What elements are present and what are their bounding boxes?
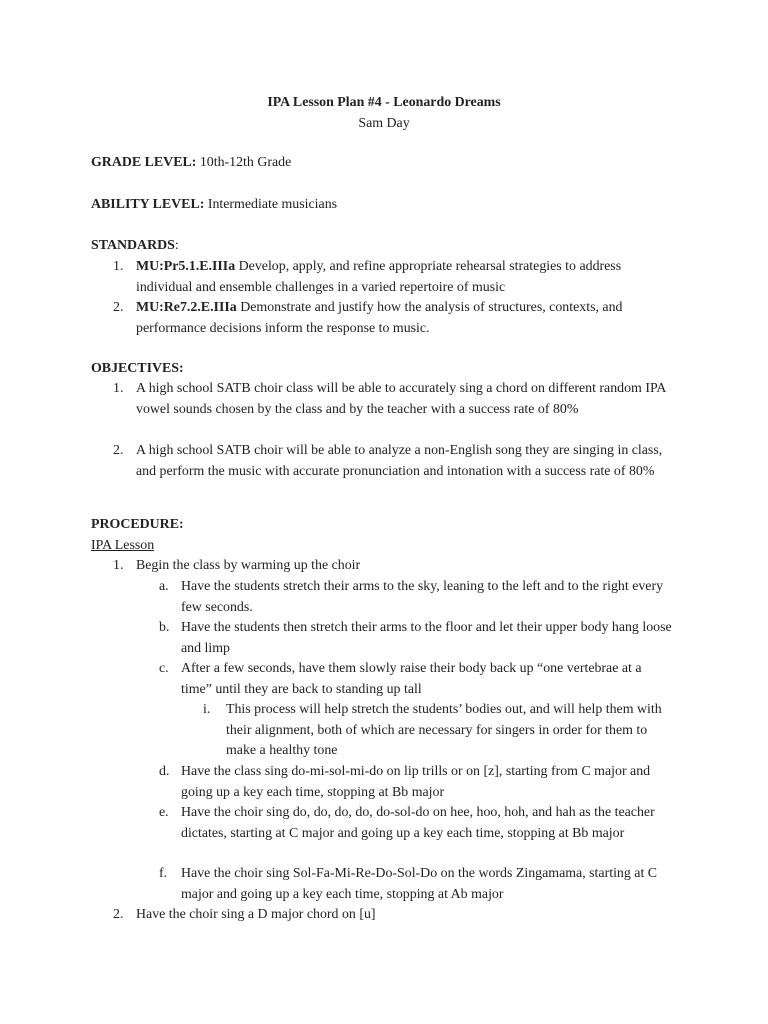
ability-level-value: Intermediate musicians — [207, 197, 338, 212]
standard-2-code: MU:Re7.2.E.IIIa — [136, 300, 237, 315]
grade-level-value: 10th-12th Grade — [199, 155, 292, 170]
procedure-heading-text: PROCEDURE: — [91, 517, 184, 532]
standard-1-text: Develop, apply, and refine appropriate rehearsal strategies to address individual and ensemble challenges in a varied repertoire of music — [136, 259, 622, 295]
standard-1-code: MU:Pr5.1.E.IIIa — [136, 259, 236, 274]
standard-2-text: Demonstrate and justify how the analysis of structures, contexts, and performance decisions inform the response to music. — [136, 300, 623, 336]
step-1a-text: Have the students stretch their arms to the sky, leaning to the left and to the right every few seconds. — [181, 579, 664, 615]
step-2-text: Have the choir sing a D major chord on [u] — [136, 907, 376, 922]
objective-1: A high school SATB choir class will be able to accurately sing a chord on different random IPA vowel sounds chosen by the class and by the teacher with a success rate of 80% — [136, 381, 666, 417]
ability-level — [91, 195, 337, 215]
step-1e-text: Have the choir sing do, do, do, do, do-sol-do on hee, hoo, hoh, and hah as the teacher dictates, starting at C major and going up a key each time, stopping at Bb major — [181, 805, 655, 841]
step-1e-letter: e. — [159, 805, 169, 820]
step-1b-letter: b. — [159, 620, 170, 635]
step-1f-letter: f. — [159, 866, 168, 881]
grade-level-label: GRADE LEVEL: — [91, 155, 197, 170]
procedure-heading — [91, 515, 184, 535]
step-1c-text: After a few seconds, have them slowly raise their body back up “one vertebrae at a time” until they are back to standing up tall — [181, 661, 642, 697]
step-1a-letter: a. — [159, 579, 169, 594]
objective-2: A high school SATB choir will be able to analyze a non-English song they are singing in class, and perform the music with accurate pronunciation and intonation with a success rate of 80% — [136, 443, 663, 479]
objectives-heading — [91, 359, 184, 379]
objective-2-number: 2. — [113, 443, 124, 458]
step-1c-letter: c. — [159, 661, 169, 676]
step-1f-text: Have the choir sing Sol-Fa-Mi-Re-Do-Sol-Do on the words Zingamama, starting at C major and going up a key each time, stopping at Ab major — [181, 866, 658, 902]
standards-heading — [91, 236, 179, 256]
standards-heading-text: STANDARDS — [91, 238, 175, 253]
standard-1-number: 1. — [113, 259, 124, 274]
grade-level — [91, 153, 291, 173]
step-1c-i-number: i. — [203, 702, 211, 717]
step-1d-text: Have the class sing do-mi-sol-mi-do on lip trills or on [z], starting from C major and going up a key each time, stopping at Bb major — [181, 764, 651, 800]
ability-level-label: ABILITY LEVEL: — [91, 197, 205, 212]
standards-heading-colon: : — [174, 238, 179, 253]
objective-1-number: 1. — [113, 381, 124, 396]
document-author: Sam Day — [358, 116, 410, 131]
step-1b-text: Have the students then stretch their arms to the floor and let their upper body hang loose and limp — [181, 620, 672, 656]
step-1-number: 1. — [113, 558, 124, 573]
objectives-heading-text: OBJECTIVES: — [91, 361, 184, 376]
ipa-lesson-subheading: IPA Lesson — [91, 538, 155, 553]
standard-2 — [136, 298, 676, 339]
step-1c-i-text: This process will help stretch the students’ bodies out, and will help them with their alignment, both of which are necessary for singers in order for them to make a healthy tone — [226, 702, 662, 758]
standard-1 — [136, 257, 676, 298]
step-1d-letter: d. — [159, 764, 170, 779]
document-title: IPA Lesson Plan #4 - Leonardo Dreams — [267, 95, 501, 110]
step-1-text: Begin the class by warming up the choir — [136, 558, 361, 573]
step-2-number: 2. — [113, 907, 124, 922]
standard-2-number: 2. — [113, 300, 124, 315]
